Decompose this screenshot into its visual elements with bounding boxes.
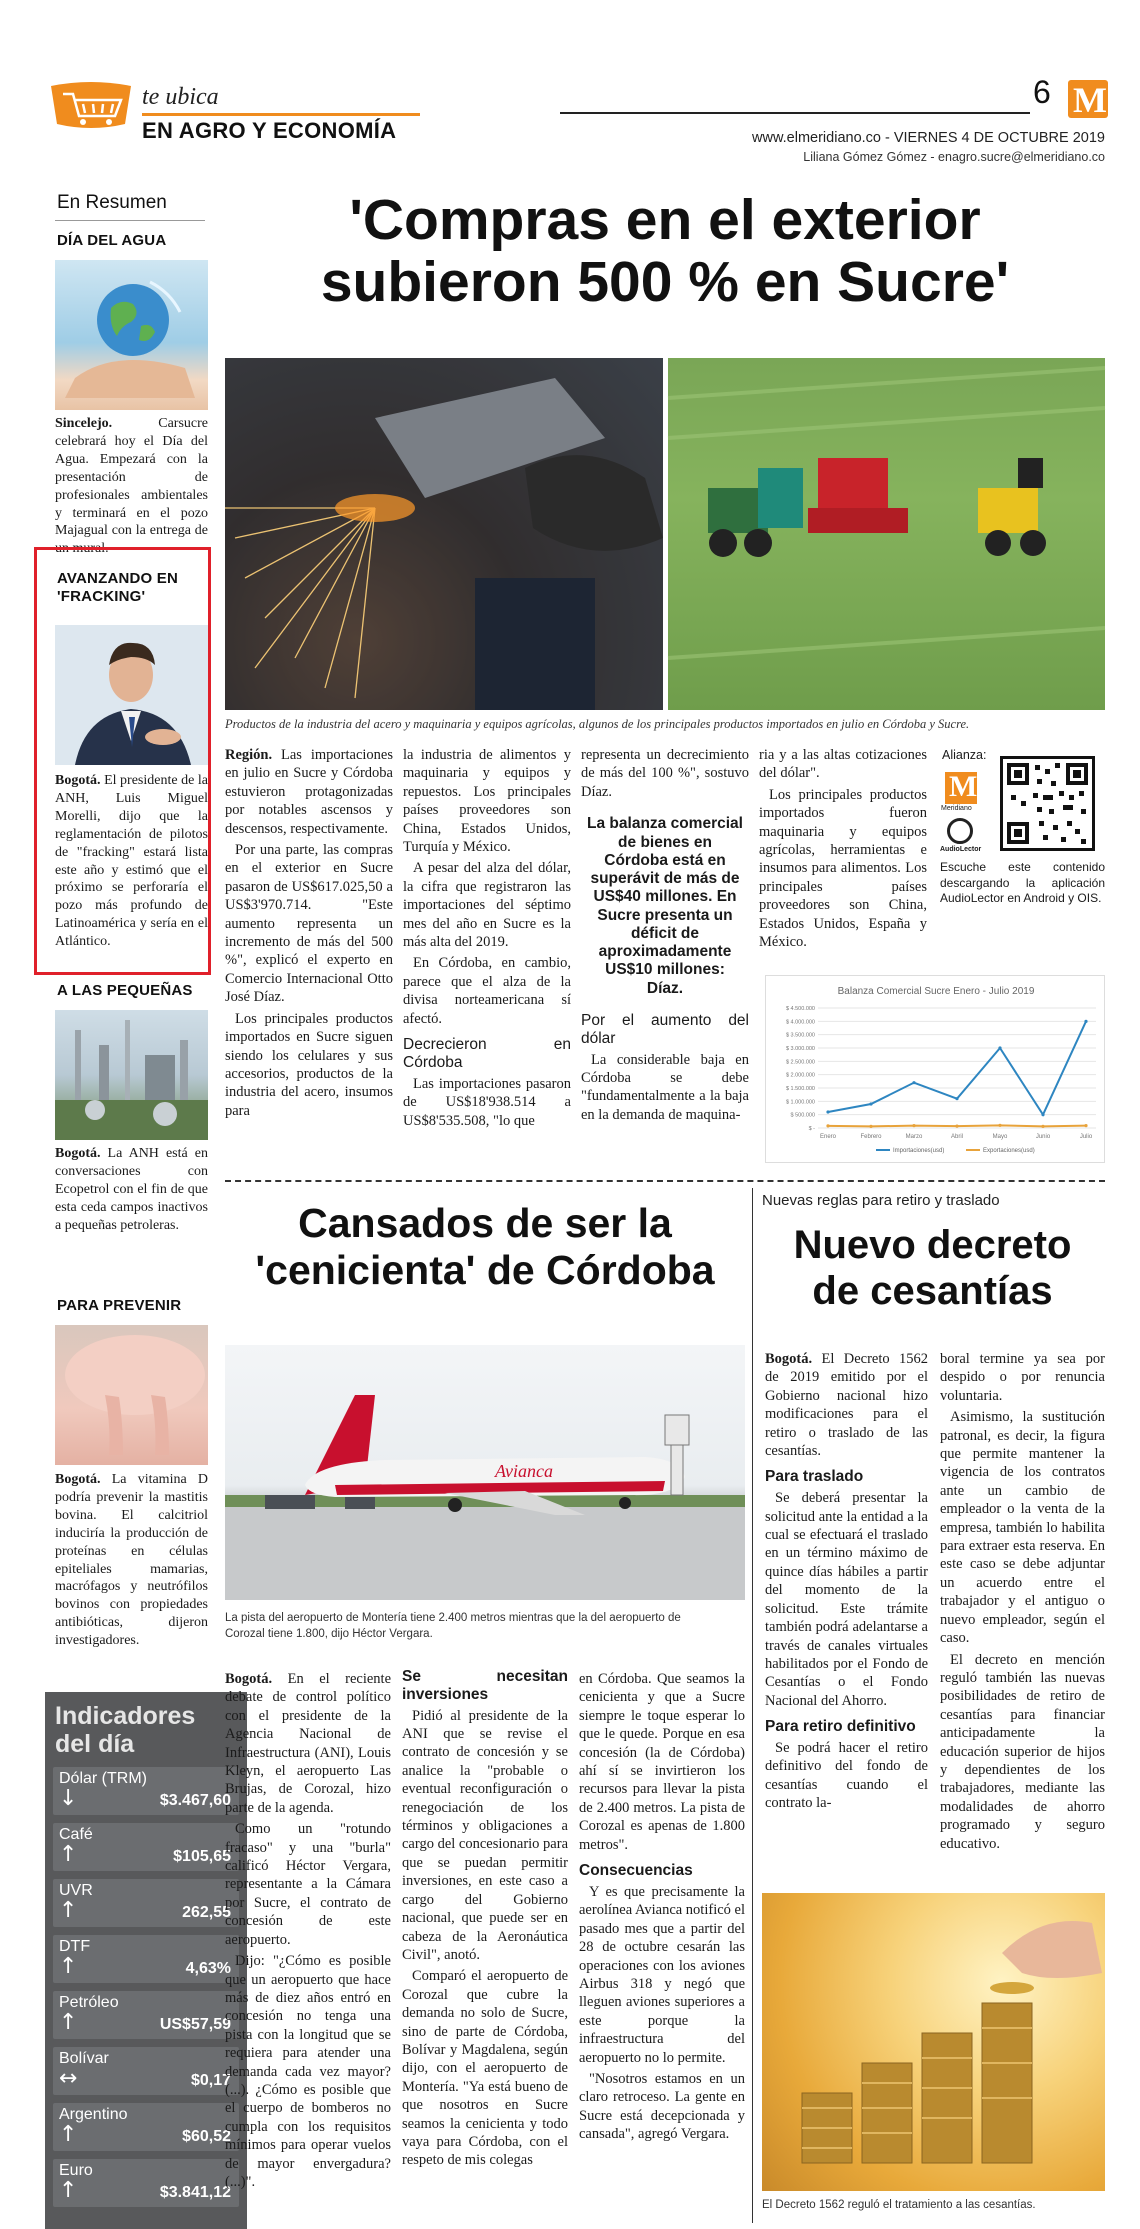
section-logo: [45, 80, 137, 130]
subhead-aumento: Por el aumento del dólar: [581, 1012, 749, 1047]
plane-livery-text: Avianca: [495, 1461, 553, 1481]
indicator-bolivar: Bolívar ↔ $0,17: [53, 2047, 239, 2095]
story1-headline: 'Compras en el exterior subieron 500 % en Sucre': [320, 188, 1010, 314]
indicators-title-line2: del día: [55, 1730, 135, 1758]
chart-data-point: [955, 1125, 958, 1128]
chart-data-point: [826, 1110, 829, 1113]
arrow-down-icon: ↓: [59, 1786, 78, 1811]
chart-x-tick-label: Junio: [1035, 1134, 1051, 1140]
chart-svg: [766, 976, 1106, 1164]
chart-x-tick-label: Abril: [950, 1134, 964, 1140]
chart-y-tick-label: $ 2.000.000: [785, 1072, 815, 1079]
story3-kicker: Nuevas reglas para retiro y traslado: [762, 1192, 1000, 1209]
chart-legend-label: Importaciones(usd): [893, 1148, 945, 1154]
subhead-retiro: Para retiro definitivo: [765, 1718, 916, 1736]
chart-data-point: [912, 1081, 915, 1084]
arrow-up-icon: ↑: [59, 1898, 78, 1923]
header-orange-rule: [142, 113, 420, 116]
story3-col1: Bogotá. El Decreto 1562 de 2019 emitido por el Gobierno nacional hizo modificaciones para el retiro o traslado de las cesantías. Para traslado Se deberá presentar la solicitud ante la entidad a la cual se efectuará el traslado en un término máximo de quince días hábiles a partir del momento de la solicitud. Este trámite también podrá adelantarse a través de canales virtuales habilitados por el Fondo de Cesantías o el Fondo Nacional del Ahorro. Para retiro definitivo Se podrá hacer el retiro definitivo del fondo de cesantías cuando el contrato la-: [765, 1351, 929, 1812]
indicator-argentino: Argentino ↑ $60,52: [53, 2103, 239, 2151]
arrow-both-icon: ↔: [59, 2066, 78, 2091]
indicator-dtf: DTF ↑ 4,63%: [53, 1935, 239, 1983]
indicator-dolar: Dólar (TRM) ↓ $3.467,60: [53, 1767, 239, 1815]
chart-series-line: [828, 1021, 1086, 1114]
story2-headline: Cansados de ser la 'cenicienta' de Córdoba: [255, 1200, 715, 1294]
sidebar-text-fracking: Bogotá. El presidente de la ANH, Luis Miguel Morelli, dijo que la reglamentación de pilotos de "fracking" estará lista este año y estimó que el próximo se perforaría el pozo más profundo de Latinoamérica y sería en el Atlántico.: [55, 773, 209, 950]
header-section: EN AGRO Y ECONOMÍA: [142, 118, 397, 143]
story2-col3: en Córdoba. Que seamos la cenicienta y que a Sucre siempre le toque esperar lo que le quede. Porque en esa concesión (la de Córdoba) ahí sí se invirtieron los recursos para llevar la pista de 2.400 metros. La pista de Corozal es apenas de 1.800 metros". Consecuencias Y es que precisamente la aerolínea Avianca notificó el pasado mes que a partir del 28 de octubre cesarán las operaciones con los aviones Airbus 318 y negó que lleguen aviones superiores a este porque la infraestructura del aeropuerto no lo permite. "Nosotros estamos en un claro retroceso. La gente en Sucre está decepcionada y cansada", agregó Vergara.: [579, 1671, 745, 2143]
chart-data-point: [998, 1124, 1001, 1127]
chart-data-point: [826, 1124, 829, 1127]
chart-x-tick-label: Marzo: [905, 1134, 923, 1140]
story3-headline: Nuevo decreto de cesantías: [793, 1223, 1072, 1313]
subhead-consecuencias: Consecuencias: [579, 1862, 693, 1880]
alianza-brand-audiolector: AudioLector: [940, 846, 982, 853]
subhead-decrecieron: Decrecieron en Córdoba: [403, 1036, 571, 1071]
chart-data-point: [1041, 1125, 1044, 1128]
chart-data-point: [955, 1097, 958, 1100]
audiolector-text: Escuche este contenido descargando la aplicación AudioLector en Android y OIS.: [940, 860, 1105, 906]
newspaper-logo: M: [1068, 80, 1108, 118]
chart-y-tick-label: $ 4.000.000: [785, 1019, 815, 1026]
indicator-cafe: Café ↑ $105,65: [53, 1823, 239, 1871]
sidebar-heading-a-las-pequenas: A LAS PEQUEÑAS: [57, 982, 193, 999]
qr-code-icon[interactable]: [1000, 756, 1095, 851]
arrow-up-icon: ↑: [59, 2010, 78, 2035]
chart-data-point: [869, 1125, 872, 1128]
story3-col2: boral termine ya sea por despido o por renuncia voluntaria. Asimismo, la sustitución patronal, es decir, la figura que permite mantener la vigencia de los contratos ante un cambio de empleador o la venta de la empresa, también lo habilita para extraer esta reserva. En este caso se debe adjuntar un acuerdo entre el trabajador y el antiguo o nuevo empleador, según el caso. El decreto en mención reguló también las nuevas posibilidades de retiro de cesantías para financiar anticipadamente la educación superior de hijos y dependientes de los trabajadores, mediante las modalidades de ahorro programado y seguro educativo.: [940, 1351, 1105, 1852]
byline: Liliana Gómez Gómez - enagro.sucre@elmeridiano.co: [803, 150, 1105, 164]
morelli-portrait-photo: [55, 625, 208, 765]
sidebar-text-a-las-pequenas: Bogotá. La ANH está en conversaciones con Ecopetrol con el fin de que esta ceda campos inactivos a pequeñas petroleras.: [55, 1146, 208, 1233]
arrow-up-icon: ↑: [59, 1954, 78, 1979]
subhead-traslado: Para traslado: [765, 1468, 864, 1486]
chart-data-point: [1084, 1020, 1087, 1023]
sidebar-text-dia-del-agua: Sincelejo. Carsucre celebrará hoy el Día del Agua. Empezará con la presentación de profesionales ambientales y terminará en el pozo Majagual con la entrega de un mural.: [55, 416, 208, 557]
chart-y-tick-label: $ 1.000.000: [785, 1099, 815, 1106]
indicators-title-line1: Indicadores: [55, 1702, 196, 1730]
meridiano-logo: M: [945, 772, 977, 804]
chart-x-tick-label: Febrero: [860, 1134, 882, 1140]
farm-machinery-photo: [668, 358, 1105, 710]
section-divider: [225, 1180, 1105, 1184]
indicator-uvr: UVR ↑ 262,55: [53, 1879, 239, 1927]
grinder-sparks-photo: [225, 358, 663, 710]
indicators-panel: [45, 1692, 247, 2229]
chart-x-tick-label: Enero: [819, 1134, 837, 1140]
avianca-plane-photo: [225, 1345, 745, 1600]
chart-legend-label: Exportaciones(usd): [983, 1148, 1035, 1154]
story1-col3: representa un decrecimiento de más del 100 %", sostuvo Díaz. La balanza comercial de bienes en Córdoba está en superávit de más de US$40 millones. En Sucre presenta un déficit de aproximadamente US$10 millones: Díaz. Por el aumento del dólar La considerable baja en Córdoba se debe "fundamentalmente a la baja en la demanda de maquina-: [581, 747, 749, 1123]
alianza-brand-meridiano: Meridiano: [941, 805, 972, 812]
story1-col1: Región. Las importaciones en julio en Sucre y Córdoba estuvieron protagonizadas por notables ascensos y descensos, respectivamente. Por una parte, las compras en el exterior en Sucre pasaron de US$617.025,50 a US$3'970.714. "Este aumento representa un incremento de más del 500 %", explicó el experto en Comercio Internacional Otto José Díaz. Los principales productos importados en Sucre siguen siendo los celulares y sus accesorios, productos de la industria del acero, insumos para: [225, 747, 393, 1119]
sidebar-heading-para-prevenir: PARA PREVENIR: [57, 1297, 182, 1314]
chart-y-tick-label: $ 4.500.000: [785, 1006, 815, 1012]
subhead-inversiones: Se necesitan inversiones: [402, 1668, 568, 1703]
story2-caption: La pista del aeropuerto de Montería tiene 2.400 metros mientras que la del aeropuerto de Corozal tiene 1.800, dijo Héctor Vergara.: [225, 1612, 681, 1641]
arrow-up-icon: ↑: [59, 2178, 78, 2203]
story1-col2: la industria de alimentos y maquinaria y equipos y repuestos. Los principales países proveedores son China, Estados Unidos, Turquía y México. A pesar del alza del dólar, la cifra que registraron las importaciones del séptimo mes del año en Sucre es la más alta del 2019. En Córdoba, en cambio, parece que el alza de la divisa norteamericana sí afectó. Decrecieron en Córdoba Las importaciones pasaron de US$18'938.514 a US$8'535.508, "lo que: [403, 747, 571, 1129]
chart-x-tick-label: Mayo: [992, 1134, 1008, 1140]
sidebar-rule: [55, 220, 205, 221]
chart-y-tick-label: $ 3.500.000: [785, 1032, 815, 1039]
sidebar-text-para-prevenir: Bogotá. La vitamina D podría prevenir la mastitis bovina. El calcitriol induciría la producción de proteínas en células epiteliales mamarias, macrófagos y neutrófilos bovinos con propiedades antibióticas, dijeron investigadores.: [55, 1472, 208, 1649]
chart-y-tick-label: $ 2.500.000: [785, 1059, 815, 1066]
chart-data-point: [1041, 1113, 1044, 1116]
chart-y-tick-label: $ 500.000: [790, 1112, 815, 1119]
header-rule: [560, 112, 1030, 114]
chart-y-tick-label: $ -: [808, 1126, 815, 1132]
chart-y-tick-label: $ 3.000.000: [785, 1046, 815, 1052]
chart-data-point: [998, 1046, 1001, 1049]
indicator-petroleo: Petróleo ↑ US$57,59: [53, 1991, 239, 2039]
arrow-up-icon: ↑: [59, 2122, 78, 2147]
story1-col4: ria y a las altas cotizaciones del dólar". Los principales productos importados fueron maquinaria y equipos agrícolas, herramientas e insumos para alimentos. Los principales países proveedores son China, Estados Unidos, España y México.: [759, 747, 927, 951]
chart-data-point: [912, 1124, 915, 1127]
story2-col1: Bogotá. En el reciente debate de control político con el presidente de la Agencia Nacional de Infraestructura (ANI), Louis Kleyn, el aeropuerto Las Brujas, de Corozal, hizo parte de la agenda. Como un "rotundo fracaso" y una "burla" calificó Héctor Vergara, representante a la Cámara por Sucre, el contrato de concesión de este aeropuerto. Dijo: "¿Cómo es posible que un aeropuerto que hace más de diez años entró en concesión no tenga una pista con la longitud que se requiera para atender una demanda cada vez mayor? (...). ¿Cómo es posible que el cuerpo de bomberos no cumpla con los requisitos mínimos para operar vuelos de mayor envergadura? (...)".: [225, 1671, 392, 2190]
story3-caption: El Decreto 1562 reguló el tratamiento a las cesantías.: [762, 2199, 1036, 2211]
alianza-label: Alianza:: [942, 748, 987, 762]
column-divider: [752, 1188, 753, 2223]
sidebar-heading-dia-del-agua: DÍA DEL AGUA: [57, 232, 167, 249]
sidebar-column: [45, 175, 210, 1715]
coins-savings-photo: [762, 1893, 1105, 2191]
audiolector-icon: [947, 818, 973, 844]
indicator-euro: Euro ↑ $3.841,12: [53, 2159, 239, 2207]
water-globe-photo: [55, 260, 208, 410]
chart-title: Balanza Comercial Sucre Enero - Julio 2019: [837, 986, 1035, 997]
cow-udder-photo: [55, 1325, 208, 1465]
chart-data-point: [869, 1102, 872, 1105]
page-number: 6: [1033, 74, 1051, 110]
arrow-up-icon: ↑: [59, 1842, 78, 1867]
chart-y-tick-label: $ 1.500.000: [785, 1086, 815, 1092]
sidebar-heading-fracking: AVANZANDO EN 'FRACKING': [57, 570, 179, 605]
refinery-photo: [55, 1010, 208, 1140]
chart-data-point: [1084, 1124, 1087, 1127]
pull-quote: La balanza comercial de bienes en Córdoba está en superávit de más de US$40 millones. En Sucre presenta un déficit de aproximadamente US$10 millones: Díaz.: [587, 815, 743, 997]
sidebar-title: En Resumen: [57, 192, 167, 213]
header-tagline: te ubica: [142, 84, 219, 110]
site-date: www.elmeridiano.co - VIERNES 4 DE OCTUBRE 2019: [752, 130, 1105, 146]
story1-caption: Productos de la industria del acero y maquinaria y equipos agrícolas, algunos de los principales productos importados en julio en Córdoba y Sucre.: [225, 717, 970, 731]
story2-col2: Se necesitan inversiones Pidió al presidente de la ANI que se revise el contrato de concesión y se analice la "probable o eventual reconfiguración o renegociación de los términos y obligaciones a cargo del concesionario para que se puedan permitir inversiones, en este caso a cargo del Gobierno nacional, que puede ser en cabeza de la Aeronáutica Civil", anotó. Comparó el aeropuerto de Corozal que cubre la demanda no solo de Sucre, sino de parte de Córdoba, Bolívar y Magdalena, según dijo, con el aeropuerto de Montería. "Ya está bueno de que nosotros en Sucre seamos la cenicienta y todo vaya para Córdoba, con el respeto de mis colegas: [402, 1668, 568, 2169]
chart-x-tick-label: Julio: [1079, 1134, 1093, 1140]
trade-balance-chart: [765, 975, 1105, 1163]
